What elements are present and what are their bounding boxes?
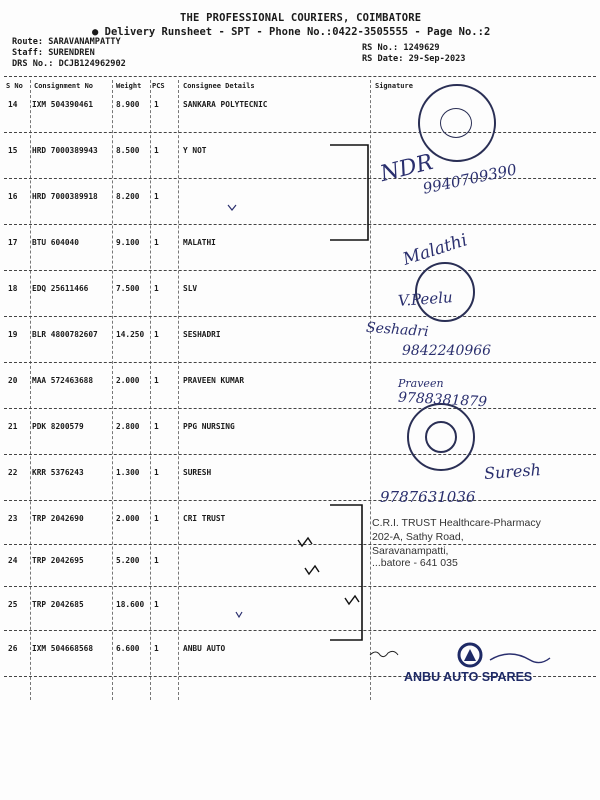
- row-consignee: PPG NURSING: [183, 422, 235, 431]
- row-consignee: ANBU AUTO: [183, 644, 226, 653]
- runsheet-title-text: Delivery Runsheet - SPT - Phone No.:0422-3505555 - Page No.:2: [104, 26, 491, 38]
- row-weight: 14.250: [116, 330, 145, 339]
- col-sno: S No: [6, 82, 23, 90]
- row-consignee: SLV: [183, 284, 198, 293]
- handwritten-phone: 9787631036: [380, 488, 476, 506]
- tick-mark: [298, 538, 312, 546]
- row-consignment: HRD 7000389943: [32, 146, 98, 155]
- row-pcs: 1: [154, 514, 159, 523]
- col-pcs: PCS: [152, 82, 165, 90]
- row-sno: 15: [8, 146, 18, 155]
- row-consignment: BTU 604040: [32, 238, 79, 247]
- row-sno: 18: [8, 284, 18, 293]
- row-sno: 21: [8, 422, 18, 431]
- row-pcs: 1: [154, 422, 159, 431]
- col-consignee: Consignee Details: [183, 82, 255, 90]
- bracket-mark: [330, 505, 362, 640]
- row-weight: 5.200: [116, 556, 140, 565]
- handwritten-phone: 9788381879: [397, 389, 488, 411]
- row-sno: 16: [8, 192, 18, 201]
- col-consignment: Consignment No: [34, 82, 94, 90]
- row-consignment: MAA 572463688: [32, 376, 94, 385]
- row-pcs: 1: [154, 238, 159, 247]
- row-pcs: 1: [154, 100, 159, 109]
- row-pcs: 1: [154, 284, 159, 293]
- signature-malathi: Malathi: [400, 230, 470, 270]
- row-consignee: SESHADRI: [183, 330, 221, 339]
- row-pcs: 1: [154, 376, 159, 385]
- row-consignment: IXM 504390461: [32, 100, 94, 109]
- row-consignment: KRR 5376243: [32, 468, 84, 477]
- col-weight: Weight: [116, 82, 142, 90]
- anbu-brand-stamp: ANBU AUTO SPARES: [404, 670, 533, 684]
- row-pcs: 1: [154, 192, 159, 201]
- anbu-signature: [490, 654, 550, 663]
- row-consignment: TRP 2042690: [32, 514, 84, 523]
- row-sno: 23: [8, 514, 18, 523]
- row-weight: 18.600: [116, 600, 145, 609]
- row-pcs: 1: [154, 600, 159, 609]
- cri-stamp-line: 202-A, Sathy Road,: [372, 531, 464, 543]
- handwritten-phone: 9842240966: [402, 343, 492, 359]
- row-consignment: TRP 2042685: [32, 600, 84, 609]
- drs-number: DRS No.: DCJB124962902: [12, 59, 126, 69]
- runsheet-title: ● Delivery Runsheet - SPT - Phone No.:0422-3505555 - Page No.:2: [92, 26, 491, 38]
- row-sno: 14: [8, 100, 18, 109]
- row-pcs: 1: [154, 468, 159, 477]
- row-pcs: 1: [154, 556, 159, 565]
- row-pcs: 1: [154, 644, 159, 653]
- signature-ndr: NDR: [377, 149, 436, 188]
- rs-number: RS No.: 1249629: [362, 43, 440, 53]
- row-consignee: Y NOT: [183, 146, 207, 155]
- row-weight: 8.200: [116, 192, 140, 201]
- row-consignment: EDQ 25611466: [32, 284, 89, 293]
- row-pcs: 1: [154, 330, 159, 339]
- col-signature: Signature: [375, 82, 413, 90]
- cri-stamp-line: Saravanampatti,: [372, 545, 449, 557]
- tick-mark: [228, 205, 236, 210]
- row-sno: 25: [8, 600, 18, 609]
- row-consignee: SANKARA POLYTECNIC: [183, 100, 268, 109]
- cri-stamp-line: C.R.I. TRUST Healthcare-Pharmacy: [372, 517, 541, 529]
- cri-stamp-line: ...batore - 641 035: [372, 557, 458, 569]
- tick-mark: [305, 566, 319, 574]
- row-weight: 2.800: [116, 422, 140, 431]
- row-consignment: BLR 4800782607: [32, 330, 98, 339]
- row-weight: 8.900: [116, 100, 140, 109]
- row-consignment: TRP 2042695: [32, 556, 84, 565]
- tick-mark: [236, 612, 242, 617]
- signature-praveen: Praveen: [398, 377, 444, 390]
- row-consignee: CRI TRUST: [183, 514, 226, 523]
- row-weight: 6.600: [116, 644, 140, 653]
- company-title: THE PROFESSIONAL COURIERS, COIMBATORE: [180, 12, 422, 24]
- stamp-inner-ring: [440, 108, 472, 138]
- handwritten-phone: 9940709390: [421, 160, 519, 198]
- row-weight: 9.100: [116, 238, 140, 247]
- row-pcs: 1: [154, 146, 159, 155]
- rs-date: RS Date: 29-Sep-2023: [362, 54, 466, 64]
- row-consignee: SURESH: [183, 468, 212, 477]
- row-weight: 2.000: [116, 514, 140, 523]
- row-sno: 20: [8, 376, 18, 385]
- row-sno: 22: [8, 468, 18, 477]
- route-label: Route: SARAVANAMPATTY: [12, 37, 121, 47]
- signature-veelu: V.Peelu: [397, 288, 454, 310]
- row-consignment: HRD 7000389918: [32, 192, 98, 201]
- row-sno: 26: [8, 644, 18, 653]
- row-weight: 1.300: [116, 468, 140, 477]
- row-weight: 2.000: [116, 376, 140, 385]
- signature-seshadri: Seshadri: [365, 319, 430, 341]
- row-sno: 17: [8, 238, 18, 247]
- signature-suresh: Suresh: [483, 460, 542, 483]
- tick-mark: [345, 596, 359, 604]
- row-sno: 24: [8, 556, 18, 565]
- row-weight: 8.500: [116, 146, 140, 155]
- ppg-stamp: [407, 403, 475, 471]
- bracket-mark: [330, 145, 368, 240]
- row-consignee: PRAVEEN KUMAR: [183, 376, 245, 385]
- row-consignee: MALATHI: [183, 238, 216, 247]
- row-weight: 7.500: [116, 284, 140, 293]
- row-consignment: IXM 504668568: [32, 644, 94, 653]
- staff-label: Staff: SURENDREN: [12, 48, 95, 58]
- scribble-mark: [370, 651, 398, 656]
- row-sno: 19: [8, 330, 18, 339]
- stamp-inner-ring: [425, 421, 457, 453]
- anbu-logo-icon: [459, 644, 481, 666]
- row-consignment: PDK 8200579: [32, 422, 84, 431]
